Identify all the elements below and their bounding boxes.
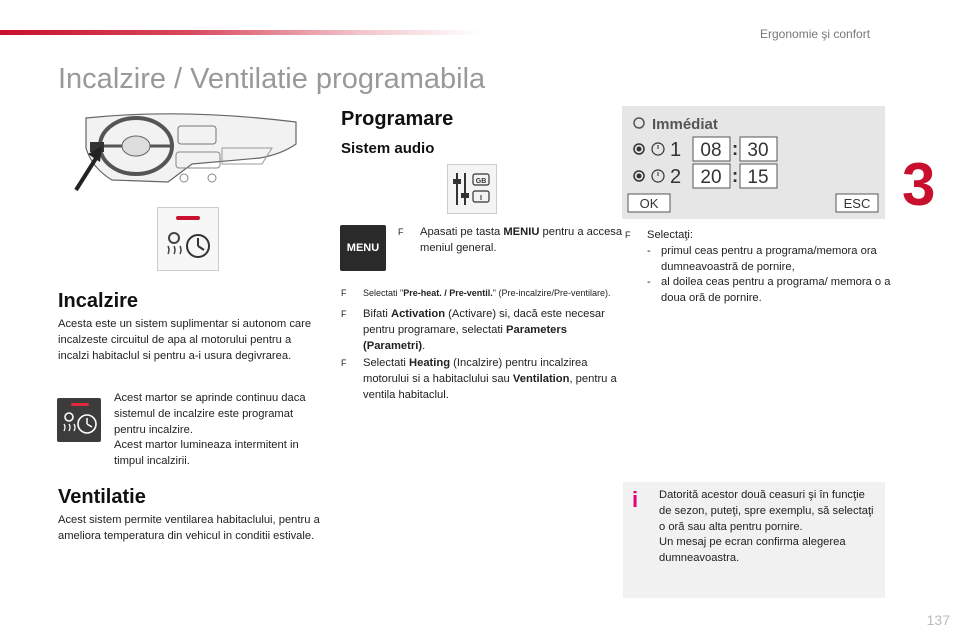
step-4: F Selectati Heating (Incalzire) pentru incalzirea motorului si a habitaclului sau Ventilation, pentru a ventila habitaclul. (341, 357, 617, 401)
warning-lamp-box (57, 398, 101, 442)
heating-warning-lamp-icon (57, 398, 101, 442)
timer-2-minutes: 15 (747, 167, 769, 188)
info-text-1: Datorită acestor două ceasuri şi în funcţie de sezon, puteţi, spre exemplu, să selectaţi o oră sau alta pentru pornire. (659, 489, 874, 533)
lamp-text-2: Acest martor lumineaza intermitent in timpul incalzirii. (114, 439, 299, 468)
settings-key-panel (447, 164, 497, 214)
settings-sliders-icon (448, 165, 496, 213)
info-text (659, 488, 877, 567)
gb-label: GB (475, 178, 487, 185)
section-title: Ergonomie şi confort (760, 27, 871, 41)
timer-1-hours: 08 (700, 140, 722, 161)
timer-screen (622, 106, 885, 219)
immediate-label: Immédiat (652, 116, 718, 133)
svg-text::: : (731, 139, 739, 160)
step-3: F Bifati Activation (Activare) si, dacă este necesar pentru programare, selectati Parameters (Parametri). (341, 308, 605, 352)
lamp-text-1: Acest martor se aprinde continuu daca sistemul de incalzire este programat pentru incalzire. (114, 392, 306, 436)
heating-switch-panel (157, 207, 219, 271)
dashboard-illustration (72, 108, 304, 194)
chapter-number: 3 (902, 151, 936, 218)
ventilatie-body: Acest sistem permite ventilarea habitaclului, pentru a ameliora temperatura din vehicul in conditii estivale. (58, 514, 320, 542)
incalzire-body: Acesta este un sistem suplimentar si autonom care incalzeste circuitul de apa al motorului pentru a incalzi habitaclul si pentru a-i usura degivrarea. (58, 318, 312, 362)
svg-text::: : (731, 166, 739, 187)
heating-timer-icon (158, 208, 218, 270)
lamp-description (114, 391, 320, 470)
timer-screen-graphic (622, 106, 885, 219)
selectati-item-2: - al doilea ceas pentru a programa/ memora o a doua oră de pornire. (647, 276, 891, 305)
incalzire-heading: Incalzire (58, 290, 139, 312)
esc-button-label: ESC (843, 196, 871, 211)
programare-heading: Programare (341, 108, 454, 130)
menu-key-icon: MENU (340, 225, 386, 271)
page-title: Incalzire / Ventilatie programabila (58, 63, 486, 95)
header-accent-bar (0, 30, 480, 35)
page-number: 137 (926, 612, 950, 628)
timer-2-number: 2 (670, 166, 682, 188)
step-1: F Apasati pe tasta MENIU pentru a accesa meniul general. (398, 226, 623, 254)
selectati-title: Selectaţi: (647, 229, 694, 241)
timer-2-hours: 20 (700, 167, 722, 188)
sistem-audio-heading: Sistem audio (341, 140, 435, 157)
info-icon: i (632, 487, 639, 512)
selectati-block: F Selectaţi: - primul ceas pentru a programa/memora ora dumneavoastră de pornire, - al doilea ceas pentru a programa/ memora o a doua oră de pornire. (625, 228, 907, 307)
selectati-item-1: - primul ceas pentru a programa/memora ora dumneavoastră de pornire, (647, 244, 877, 273)
info-text-2: Un mesaj pe ecran confirma alegerea dumneavoastra. (659, 536, 846, 565)
timer-1-minutes: 30 (747, 140, 769, 161)
ventilatie-heading: Ventilatie (58, 486, 146, 508)
i-label: I (480, 195, 482, 202)
ok-button-label: OK (639, 196, 659, 211)
step-2: F Selectati "Pre-heat. / Pre-ventil." (Pre-incalzire/Pre-ventilare). (341, 288, 611, 298)
timer-1-number: 1 (670, 139, 682, 161)
